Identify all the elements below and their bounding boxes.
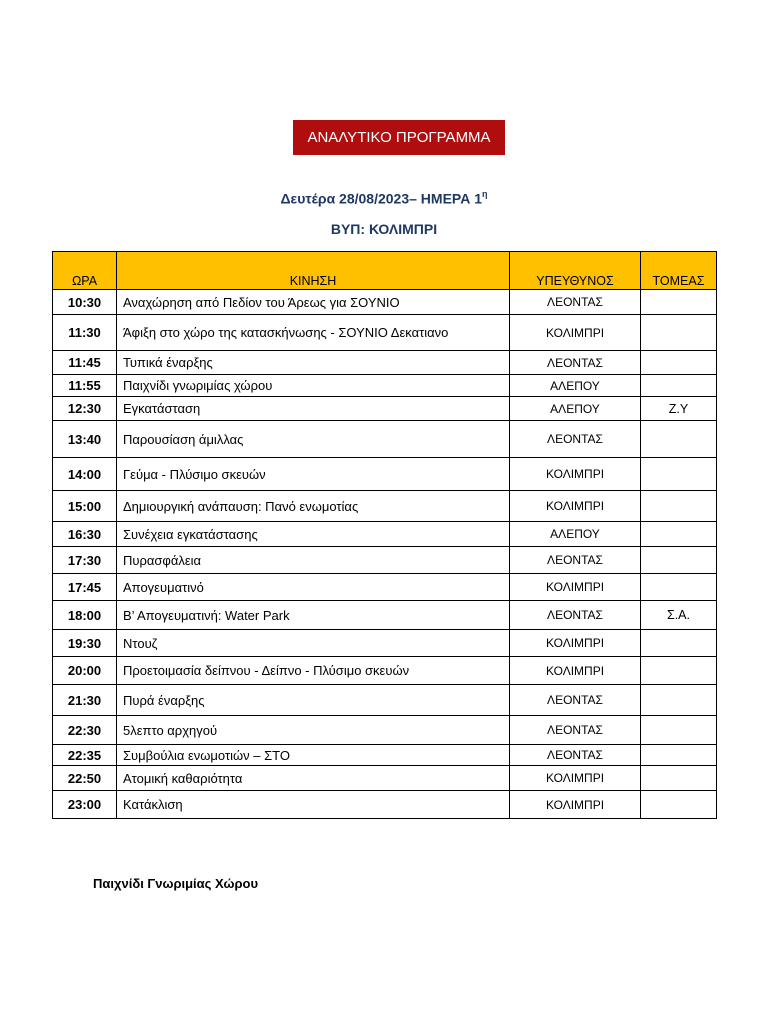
table-row <box>53 791 717 819</box>
cell-activity: Πυρασφάλεια <box>117 547 510 574</box>
table-row <box>53 601 717 630</box>
cell-time: 11:45 <box>53 351 117 375</box>
cell-responsible: ΛΕΟΝΤΑΣ <box>510 421 641 458</box>
column-header-sector: ΤΟΜΕΑΣ <box>641 252 717 290</box>
cell-activity: Συμβούλια ενωμοτιών – ΣΤΟ <box>117 745 510 766</box>
cell-responsible: ΛΕΟΝΤΑΣ <box>510 716 641 745</box>
cell-responsible: ΚΟΛΙΜΠΡΙ <box>510 315 641 351</box>
table-row <box>53 745 717 766</box>
cell-activity: Γεύμα - Πλύσιμο σκευών <box>117 458 510 491</box>
cell-sector <box>641 351 717 375</box>
table-row <box>53 351 717 375</box>
table-row <box>53 375 717 397</box>
cell-activity: Εγκατάσταση <box>117 397 510 421</box>
cell-sector: Ζ.Υ <box>641 397 717 421</box>
document-title: ΑΝΑΛΥΤΙΚΟ ΠΡΟΓΡΑΜΜΑ <box>293 120 505 155</box>
cell-activity: Πυρά έναρξης <box>117 685 510 716</box>
cell-time: 21:30 <box>53 685 117 716</box>
cell-sector <box>641 745 717 766</box>
cell-activity: 5λεπτο αρχηγού <box>117 716 510 745</box>
cell-responsible: ΛΕΟΝΤΑΣ <box>510 601 641 630</box>
cell-activity: Απογευματινό <box>117 574 510 601</box>
table-row <box>53 315 717 351</box>
table-row <box>53 491 717 522</box>
date-line <box>0 190 768 207</box>
cell-sector: Σ.Α. <box>641 601 717 630</box>
cell-time: 10:30 <box>53 290 117 315</box>
cell-responsible: ΛΕΟΝΤΑΣ <box>510 547 641 574</box>
cell-sector <box>641 685 717 716</box>
cell-responsible: ΚΟΛΙΜΠΡΙ <box>510 574 641 601</box>
table-row <box>53 458 717 491</box>
cell-time: 19:30 <box>53 630 117 657</box>
cell-time: 11:55 <box>53 375 117 397</box>
table-row <box>53 522 717 547</box>
cell-sector <box>641 458 717 491</box>
cell-responsible: ΚΟΛΙΜΠΡΙ <box>510 491 641 522</box>
column-header-time: ΩΡΑ <box>53 252 117 290</box>
table-row <box>53 574 717 601</box>
cell-time: 17:45 <box>53 574 117 601</box>
table-row <box>53 630 717 657</box>
column-header-responsible: ΥΠΕΥΘΥΝΟΣ <box>510 252 641 290</box>
cell-sector <box>641 315 717 351</box>
cell-sector <box>641 630 717 657</box>
cell-sector <box>641 547 717 574</box>
cell-responsible: ΑΛΕΠΟΥ <box>510 522 641 547</box>
cell-time: 12:30 <box>53 397 117 421</box>
cell-responsible: ΑΛΕΠΟΥ <box>510 375 641 397</box>
cell-time: 22:50 <box>53 766 117 791</box>
cell-responsible: ΚΟΛΙΜΠΡΙ <box>510 657 641 685</box>
cell-activity: Τυπικά έναρξης <box>117 351 510 375</box>
table-row <box>53 657 717 685</box>
date-text: Δευτέρα 28/08/2023– ΗΜΕΡΑ 1 <box>280 190 483 207</box>
cell-time: 11:30 <box>53 315 117 351</box>
schedule-table <box>52 251 717 819</box>
cell-sector <box>641 522 717 547</box>
cell-responsible: ΚΟΛΙΜΠΡΙ <box>510 630 641 657</box>
table-row <box>53 547 717 574</box>
table-row <box>53 716 717 745</box>
table-row <box>53 421 717 458</box>
cell-activity: Συνέχεια εγκατάστασης <box>117 522 510 547</box>
cell-responsible: ΛΕΟΝΤΑΣ <box>510 351 641 375</box>
base-line: ΒΥΠ: ΚΟΛΙΜΠΡΙ <box>330 221 438 237</box>
cell-activity: Άφιξη στο χώρο της κατασκήνωσης - ΣΟΥΝΙΟ Δεκατιανο <box>117 315 510 351</box>
table-header-row <box>53 252 717 290</box>
cell-activity: Παιχνίδι γνωριμίας χώρου <box>117 375 510 397</box>
cell-activity: Προετοιμασία δείπνου - Δείπνο - Πλύσιμο σκευών <box>117 657 510 685</box>
cell-activity: Δημιουργική ανάπαυση: Πανό ενωμοτίας <box>117 491 510 522</box>
cell-sector <box>641 791 717 819</box>
cell-sector <box>641 657 717 685</box>
cell-time: 16:30 <box>53 522 117 547</box>
cell-time: 22:30 <box>53 716 117 745</box>
cell-sector <box>641 766 717 791</box>
footer-note: Παιχνίδι Γνωριμίας Χώρου <box>93 876 259 891</box>
cell-sector <box>641 491 717 522</box>
cell-time: 22:35 <box>53 745 117 766</box>
cell-activity: Αναχώρηση από Πεδίον του Άρεως για ΣΟΥΝΙΟ <box>117 290 510 315</box>
cell-time: 18:00 <box>53 601 117 630</box>
cell-responsible: ΚΟΛΙΜΠΡΙ <box>510 766 641 791</box>
cell-time: 14:00 <box>53 458 117 491</box>
cell-activity: Β’ Απογευματινή: Water Park <box>117 601 510 630</box>
cell-sector <box>641 290 717 315</box>
cell-sector <box>641 421 717 458</box>
cell-responsible: ΑΛΕΠΟΥ <box>510 397 641 421</box>
cell-activity: Παρουσίαση άμιλλας <box>117 421 510 458</box>
cell-time: 17:30 <box>53 547 117 574</box>
cell-activity: Ατομική καθαριότητα <box>117 766 510 791</box>
cell-time: 23:00 <box>53 791 117 819</box>
cell-responsible: ΚΟΛΙΜΠΡΙ <box>510 458 641 491</box>
cell-time: 15:00 <box>53 491 117 522</box>
cell-responsible: ΛΕΟΝΤΑΣ <box>510 685 641 716</box>
cell-sector <box>641 716 717 745</box>
cell-responsible: ΛΕΟΝΤΑΣ <box>510 745 641 766</box>
column-header-activity: ΚΙΝΗΣΗ <box>117 252 510 290</box>
day-ordinal-suffix: η <box>482 189 488 199</box>
cell-time: 20:00 <box>53 657 117 685</box>
cell-responsible: ΚΟΛΙΜΠΡΙ <box>510 791 641 819</box>
table-row <box>53 766 717 791</box>
table-row <box>53 290 717 315</box>
table-row <box>53 397 717 421</box>
cell-activity: Ντουζ <box>117 630 510 657</box>
table-row <box>53 685 717 716</box>
cell-activity: Κατάκλιση <box>117 791 510 819</box>
cell-sector <box>641 375 717 397</box>
cell-time: 13:40 <box>53 421 117 458</box>
cell-responsible: ΛΕΟΝΤΑΣ <box>510 290 641 315</box>
cell-sector <box>641 574 717 601</box>
